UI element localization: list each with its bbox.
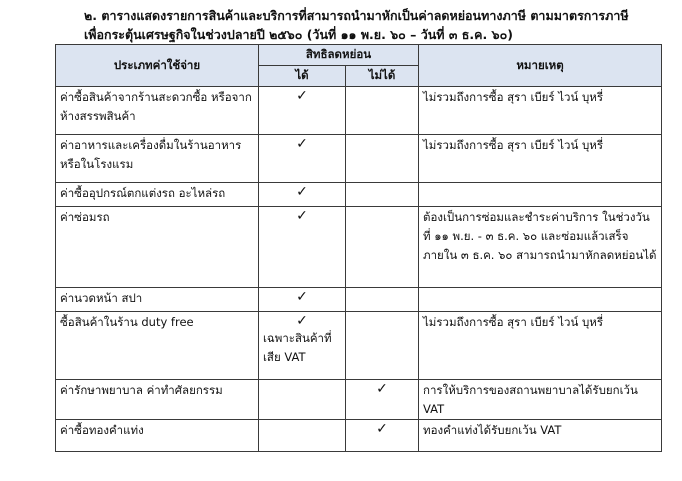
table-row xyxy=(56,288,662,312)
remark: ทองคำแท่งได้รับยกเว้น VAT xyxy=(419,420,662,452)
table-row xyxy=(56,87,662,135)
check-icon: ✓ xyxy=(296,289,308,305)
check-icon: ✓ xyxy=(296,136,308,152)
deductible-no-cell xyxy=(346,288,419,312)
expense-item: ค่าซ่อมรถ xyxy=(56,207,259,288)
deductible-yes-cell xyxy=(259,380,346,420)
remark: การให้บริการของสถานพยาบาลได้รับยกเว้น VAT xyxy=(419,380,662,420)
header-remark: หมายเหตุ xyxy=(419,45,662,87)
check-icon: ✓ xyxy=(296,313,308,329)
table-row xyxy=(56,135,662,183)
expense-item: ค่านวดหน้า สปา xyxy=(56,288,259,312)
table-row xyxy=(56,207,662,288)
deductible-no-cell xyxy=(346,183,419,207)
deductible-no-cell xyxy=(346,207,419,288)
remark: ไม่รวมถึงการซื้อ สุรา เบียร์ ไวน์ บุหรี่ xyxy=(419,135,662,183)
remark: ต้องเป็นการซ่อมและชำระค่าบริการ ในช่วงวันที่ ๑๑ พ.ย. - ๓ ธ.ค. ๖๐ และซ่อมแล้วเสร็จภายใน ๓ ธ.ค. ๖๐ สามารถนำมาหักลดหย่อนได้ xyxy=(419,207,662,288)
deductible-no-cell xyxy=(346,312,419,380)
expense-item: ค่าซื้อทองคำแท่ง xyxy=(56,420,259,452)
header-yes: ได้ xyxy=(259,66,346,87)
header-expense-type: ประเภทค่าใช้จ่าย xyxy=(56,45,259,87)
table-row xyxy=(56,183,662,207)
vat-only-note: เฉพาะสินค้าที่เสีย VAT xyxy=(263,331,332,364)
expense-item: ค่าซื้ออุปกรณ์ตกแต่งรถ อะไหล่รถ xyxy=(56,183,259,207)
expense-item: ซื้อสินค้าในร้าน duty free xyxy=(56,312,259,380)
deductible-yes-cell xyxy=(259,87,346,135)
deductible-yes-cell xyxy=(259,183,346,207)
deductible-no-cell xyxy=(346,380,419,420)
document-heading xyxy=(84,6,664,44)
deductible-yes-cell xyxy=(259,312,346,380)
deductible-no-cell xyxy=(346,420,419,452)
heading-line-2: เพื่อกระตุ้นเศรษฐกิจในช่วงปลายปี ๒๕๖๐ (วันที่ ๑๑ พ.ย. ๖๐ – วันที่ ๓ ธ.ค. ๖๐) xyxy=(84,27,513,42)
table-row xyxy=(56,380,662,420)
header-no: ไม่ได้ xyxy=(346,66,419,87)
check-icon: ✓ xyxy=(296,208,308,224)
check-icon: ✓ xyxy=(376,421,388,437)
deduction-table xyxy=(55,44,662,452)
remark: ไม่รวมถึงการซื้อ สุรา เบียร์ ไวน์ บุหรี่ xyxy=(419,87,662,135)
check-icon: ✓ xyxy=(296,88,308,104)
expense-item: ค่ารักษาพยาบาล ค่าทำศัลยกรรม xyxy=(56,380,259,420)
deductible-yes-cell xyxy=(259,420,346,452)
table-row xyxy=(56,312,662,380)
heading-line-1: ๒. ตารางแสดงรายการสินค้าและบริการที่สามารถนำมาหักเป็นค่าลดหย่อนทางภาษี ตามมาตรการภาษี xyxy=(84,8,629,23)
remark: ไม่รวมถึงการซื้อ สุรา เบียร์ ไวน์ บุหรี่ xyxy=(419,312,662,380)
remark xyxy=(419,288,662,312)
deductible-yes-cell xyxy=(259,207,346,288)
remark xyxy=(419,183,662,207)
check-icon: ✓ xyxy=(376,381,388,397)
check-icon: ✓ xyxy=(296,184,308,200)
expense-item: ค่าอาหารและเครื่องดื่มในร้านอาหาร หรือในโรงแรม xyxy=(56,135,259,183)
header-entitlement: สิทธิลดหย่อน xyxy=(259,45,419,66)
deductible-no-cell xyxy=(346,135,419,183)
table-row xyxy=(56,420,662,452)
expense-item: ค่าซื้อสินค้าจากร้านสะดวกซื้อ หรือจากห้างสรรพสินค้า xyxy=(56,87,259,135)
deductible-yes-cell xyxy=(259,135,346,183)
deductible-yes-cell xyxy=(259,288,346,312)
deductible-no-cell xyxy=(346,87,419,135)
